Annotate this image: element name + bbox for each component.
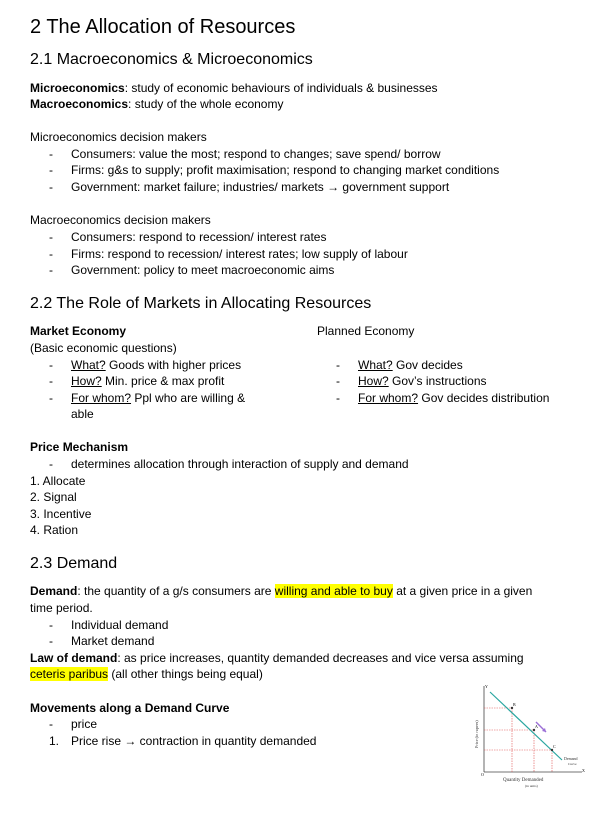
section-heading-2-2: 2.2 The Role of Markets in Allocating Resources [30,295,372,312]
demand-curve-graph [470,682,588,794]
x-axis-letter: X [582,768,585,773]
point-a [533,729,535,731]
list-item: - Individual demand [49,618,169,632]
micro-term: Microeconomics [30,81,125,95]
x-axis-sublabel: (in units) [525,784,538,788]
x-axis-label: Quantity Demanded [503,778,544,783]
section-heading-2-1: 2.1 Macroeconomics & Microeconomics [30,51,313,68]
demand-definition: Demand: the quantity of a g/s consumers are willing and able to buy at a given price in a given [30,584,533,598]
list-item: - For whom? Ppl who are willing & [49,391,246,405]
list-item-continuation: able [71,407,94,421]
list-item: - price [49,717,98,731]
macro-def-text: : study of the whole economy [128,97,284,111]
demand-definition-line2: time period. [30,601,93,615]
macro-makers-title: Macroeconomics decision makers [30,213,211,227]
function-item: 3. Incentive [30,507,92,521]
point-label-c: C [553,744,556,749]
list-item: - Market demand [49,634,155,648]
price-mechanism-title: Price Mechanism [30,440,129,454]
list-item: - What? Goods with higher prices [49,358,242,372]
law-of-demand: Law of demand: as price increases, quantity demanded decreases and vice versa assuming [30,651,524,665]
list-item: - How? Gov’s instructions [336,374,487,388]
list-item: - How? Min. price & max profit [49,374,225,388]
list-item: - For whom? Gov decides distribution [336,391,550,405]
origin-label: O [481,772,484,777]
list-item: 1. Price rise → contraction in quantity demanded [49,734,317,748]
market-economy-title: Market Economy [30,324,127,338]
micro-def-text: : study of economic behaviours of individuals & businesses [124,81,438,95]
highlight: willing and able to buy [274,584,393,598]
micro-definition [30,80,438,96]
list-item: - Government: market failure; industries/ markets → government support [49,180,450,194]
list-item: - determines allocation through interaction of supply and demand [49,457,409,471]
list-item: - Firms: respond to recession/ interest rates; low supply of labour [49,247,408,261]
macro-definition [30,96,283,112]
point-c [551,749,553,751]
movements-title: Movements along a Demand Curve [30,701,230,715]
function-item: 4. Ration [30,523,79,537]
micro-makers-title: Microeconomics decision makers [30,130,207,144]
function-item: 1. Allocate [30,474,86,488]
guide-lines [484,708,552,772]
page-title: 2 The Allocation of Resources [30,16,296,38]
function-item: 2. Signal [30,490,77,504]
list-item: - Consumers: value the most; respond to changes; save spend/ borrow [49,147,441,161]
list-item: - Consumers: respond to recession/ interest rates [49,230,327,244]
y-axis-letter: Y [485,684,488,689]
planned-economy-title: Planned Economy [317,324,415,338]
point-label-a: A [535,724,538,729]
y-axis-label: Price (in rupees) [474,720,479,748]
list-item: - What? Gov decides [336,358,463,372]
point-label-b: B [513,702,516,707]
curve-label-line2: Curve [568,762,577,766]
point-b [511,707,513,709]
highlight: ceteris paribus [30,667,109,681]
section-heading-2-3: 2.3 Demand [30,555,118,572]
macro-term: Macroeconomics [30,97,129,111]
list-item: - Firms: g&s to supply; profit maximisation; respond to changing market conditions [49,163,500,177]
market-economy-subtitle: (Basic economic questions) [30,341,177,355]
curve-label: Demand [564,756,578,761]
law-of-demand-line2: ceteris paribus (all other things being equal) [30,667,263,681]
list-item: - Government: policy to meet macroeconomic aims [49,263,335,277]
